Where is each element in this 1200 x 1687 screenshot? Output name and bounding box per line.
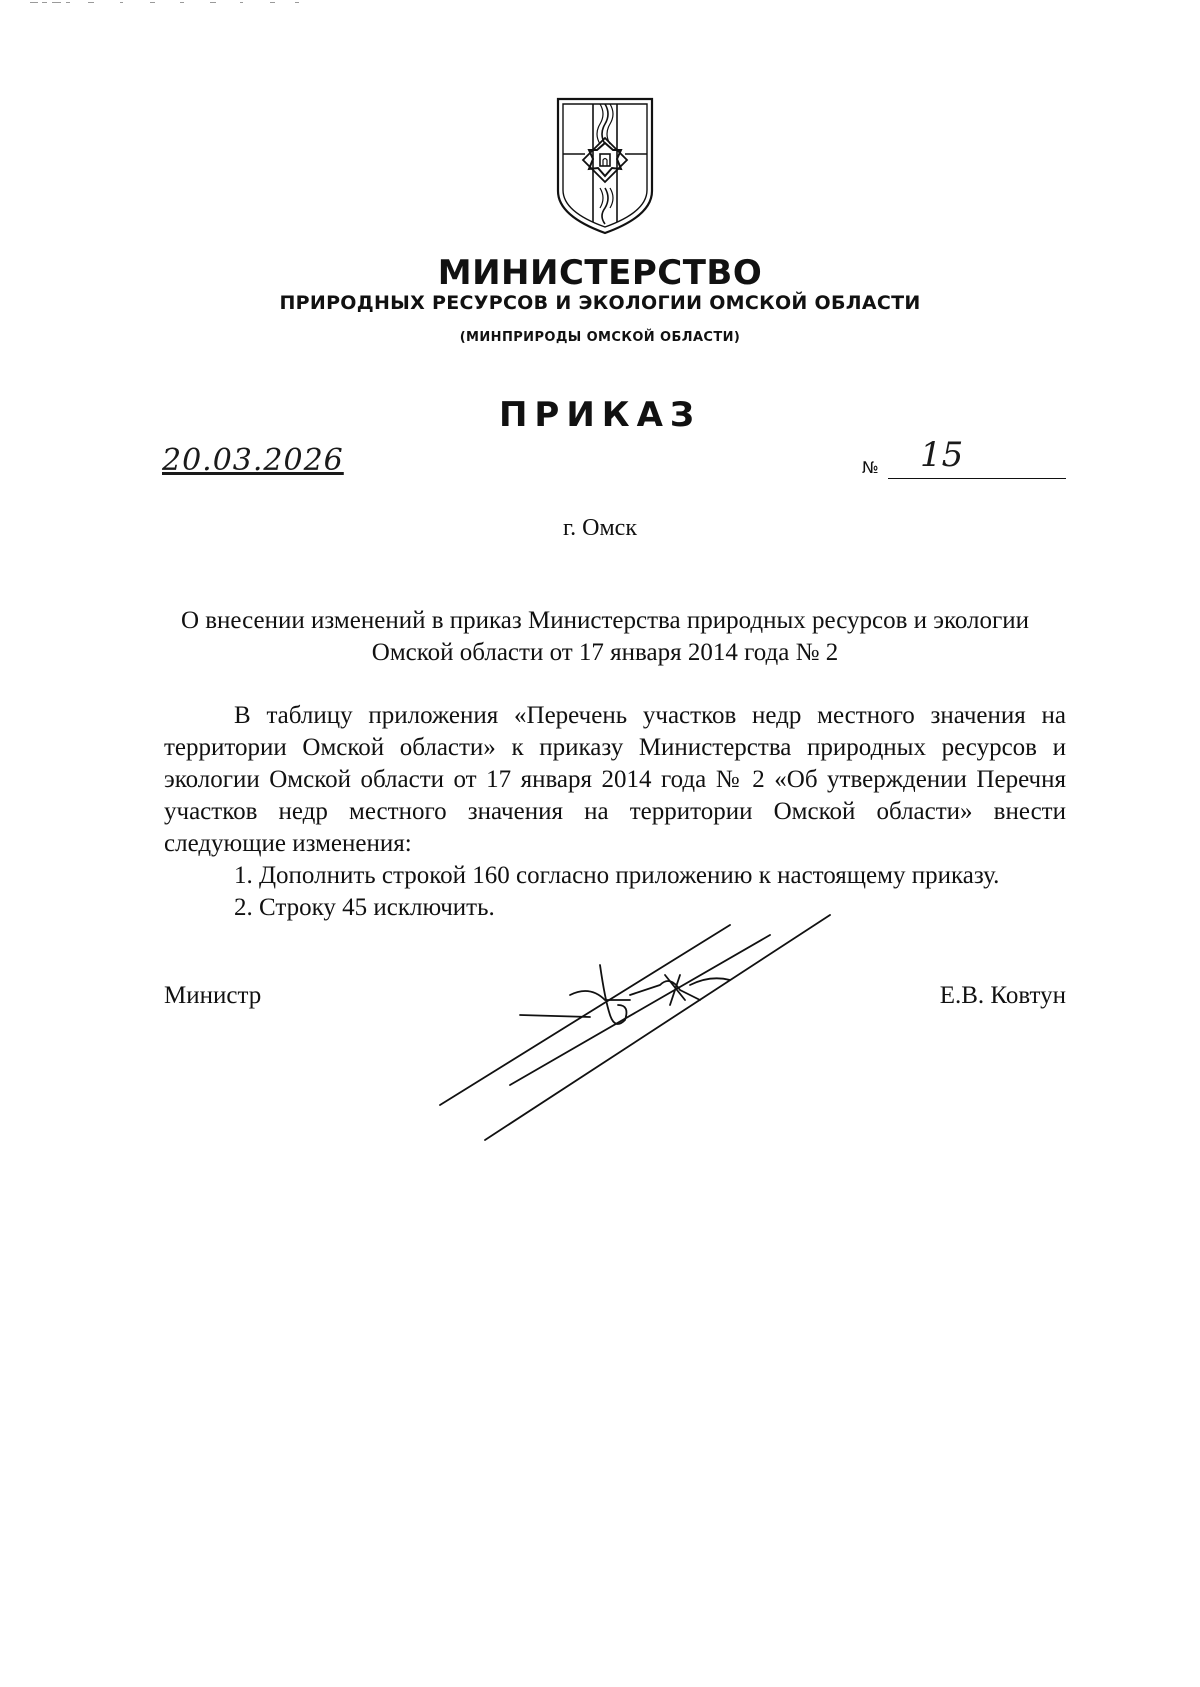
body-item-2: 2. Строку 45 исключить. [234, 894, 495, 921]
body-intro: В таблицу приложения «Перечень участков недр местного значения на территории Омской области» к приказу Министерства природных ресурсов и экологии Омской области от 17 января 2014 года № 2 «Об утверждении Перечня участков недр местного значения на территории Омской области» внести следующие изменения: [164, 702, 1066, 857]
ministry-title: МИНИСТЕРСТВО [437, 253, 763, 293]
scan-noise [30, 0, 310, 8]
document-number: 15 [920, 435, 964, 475]
city: г. Омск [563, 515, 637, 541]
signer-role: Министр [164, 982, 262, 1009]
ministry-short-name: (МИНПРИРОДЫ ОМСКОЙ ОБЛАСТИ) [459, 330, 741, 345]
ministry-full-name: ПРИРОДНЫХ РЕСУРСОВ И ЭКОЛОГИИ ОМСКОЙ ОБЛАСТИ [279, 292, 921, 314]
document-subject: О внесении изменений в приказ Министерства природных ресурсов и экологии Омской области от 17 января 2014 года № 2 [180, 607, 1030, 666]
coat-of-arms-icon [555, 96, 655, 236]
document-type: ПРИКАЗ [498, 395, 702, 435]
signer-name: Е.В. Ковтун [939, 982, 1066, 1009]
number-label: № [862, 458, 879, 477]
body-item-1: 1. Дополнить строкой 160 согласно приложению к настоящему приказу. [234, 862, 1000, 889]
number-underline [888, 478, 1066, 479]
handwritten-signature [430, 905, 850, 1145]
document-date: 20.03.2026 [162, 443, 344, 478]
